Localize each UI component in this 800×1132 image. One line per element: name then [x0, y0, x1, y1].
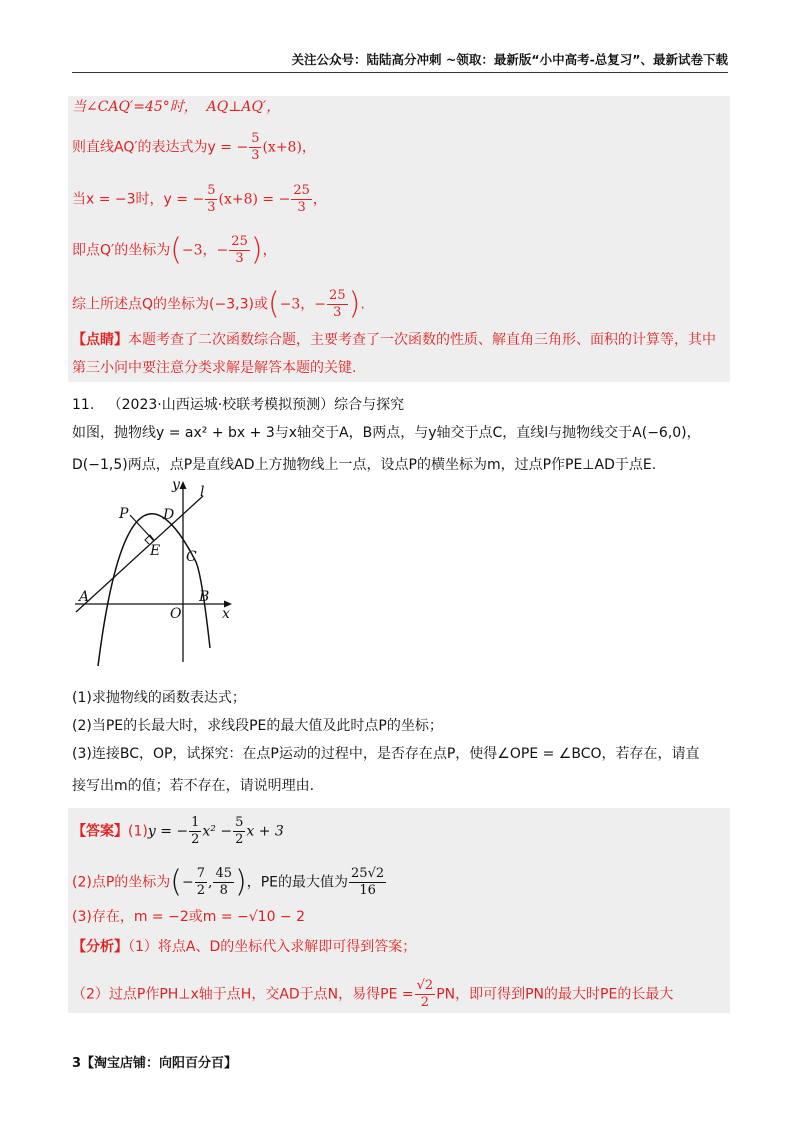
- question-3-continued: 接写出m的值；若不存在，请说明理由.: [72, 778, 315, 794]
- analysis-line-2: （2）过点P作PH⊥x轴于点H，交AD于点N，易得PE = $\frac{√2}{2}$ PN，即可得到PN的最大时PE的长最大: [72, 978, 674, 1010]
- label-x: x: [222, 606, 230, 622]
- page-footer: 3【淘宝店铺：向阳百分百】: [72, 1056, 238, 1071]
- parabola-figure: [68, 478, 248, 668]
- answer-line-2: (2)点P的坐标为(− $\frac{7}{2}$ , $\frac{45}{8}$ )，PE的最大值为 $\frac{25√2}{16}$: [72, 864, 385, 900]
- problem-stem-1: 如图，抛物线y = ax² + bx + 3与x轴交于A，B两点，与y轴交于点C，直线l与抛物线交于A(−6,0)，: [72, 425, 701, 441]
- label-a: A: [79, 589, 90, 605]
- label-e: E: [150, 543, 161, 559]
- solution-line-2: 则直线AQ′的表达式为y = − $\frac{5}{3}$ (x+8)，: [72, 131, 316, 163]
- label-c: C: [186, 549, 197, 565]
- label-b: B: [199, 589, 210, 605]
- comment-line-2: 第三小问中要注意分类求解是解答本题的关键.: [72, 360, 357, 376]
- comment-line-1: 【点睛】本题考查了二次函数综合题，主要考查了一次函数的性质、解直角三角形、面积的计算等，其中: [72, 332, 716, 348]
- problem-title: 11. （2023·山西运城·校联考模拟预测）综合与探究: [72, 397, 405, 413]
- question-2: (2)当PE的长最大时，求线段PE的最大值及此时点P的坐标；: [72, 718, 443, 734]
- solution-line-3: 当x = −3时，y = − $\frac{5}{3}$ (x+8) = − $\frac{25}{3}$ ，: [72, 183, 327, 215]
- line-l: [76, 496, 203, 612]
- y-axis-arrow: [180, 481, 187, 489]
- label-p: P: [119, 506, 129, 522]
- problem-stem-2: D(−1,5)两点，点P是直线AD上方抛物线上一点，设点P的横坐标为m，过点P作PE⊥AD于点E.: [72, 457, 657, 473]
- solution-line-4: 即点Q′的坐标为(−3，− $\frac{25}{3}$ )，: [72, 232, 277, 268]
- label-d: D: [163, 507, 175, 523]
- question-3: (3)连接BC，OP，试探究：在点P运动的过程中，是否存在点P，使得∠OPE = ∠BCO，若存在，请直: [72, 746, 700, 762]
- question-1: (1)求抛物线的函数表达式；: [72, 690, 246, 706]
- parabola-curve: [98, 514, 210, 666]
- answer-line-1: 【答案】(1)y = − $\frac{1}{2}$ x² − $\frac{5}{2}$ x + 3: [72, 815, 284, 847]
- answer-line-3: (3)存在，m = −2或m = −√10 − 2: [72, 909, 306, 925]
- page-header: 关注公众号：陆陆高分冲刺 ~领取：最新版“小中高考-总复习”、最新试卷下载: [72, 48, 728, 73]
- label-y: y: [172, 478, 180, 493]
- solution-line-1: 当∠CAQ′=45°时， AQ⊥AQ′，: [72, 99, 281, 115]
- label-o: O: [170, 606, 182, 622]
- segment-pe: [130, 515, 154, 541]
- solution-line-5: 综上所述点Q的坐标为(−3,3)或(−3，− $\frac{25}{3}$ ).: [72, 286, 365, 322]
- analysis-line-1: 【分析】（1）将点A、D的坐标代入求解即可得到答案；: [72, 939, 417, 955]
- label-l: l: [200, 484, 205, 500]
